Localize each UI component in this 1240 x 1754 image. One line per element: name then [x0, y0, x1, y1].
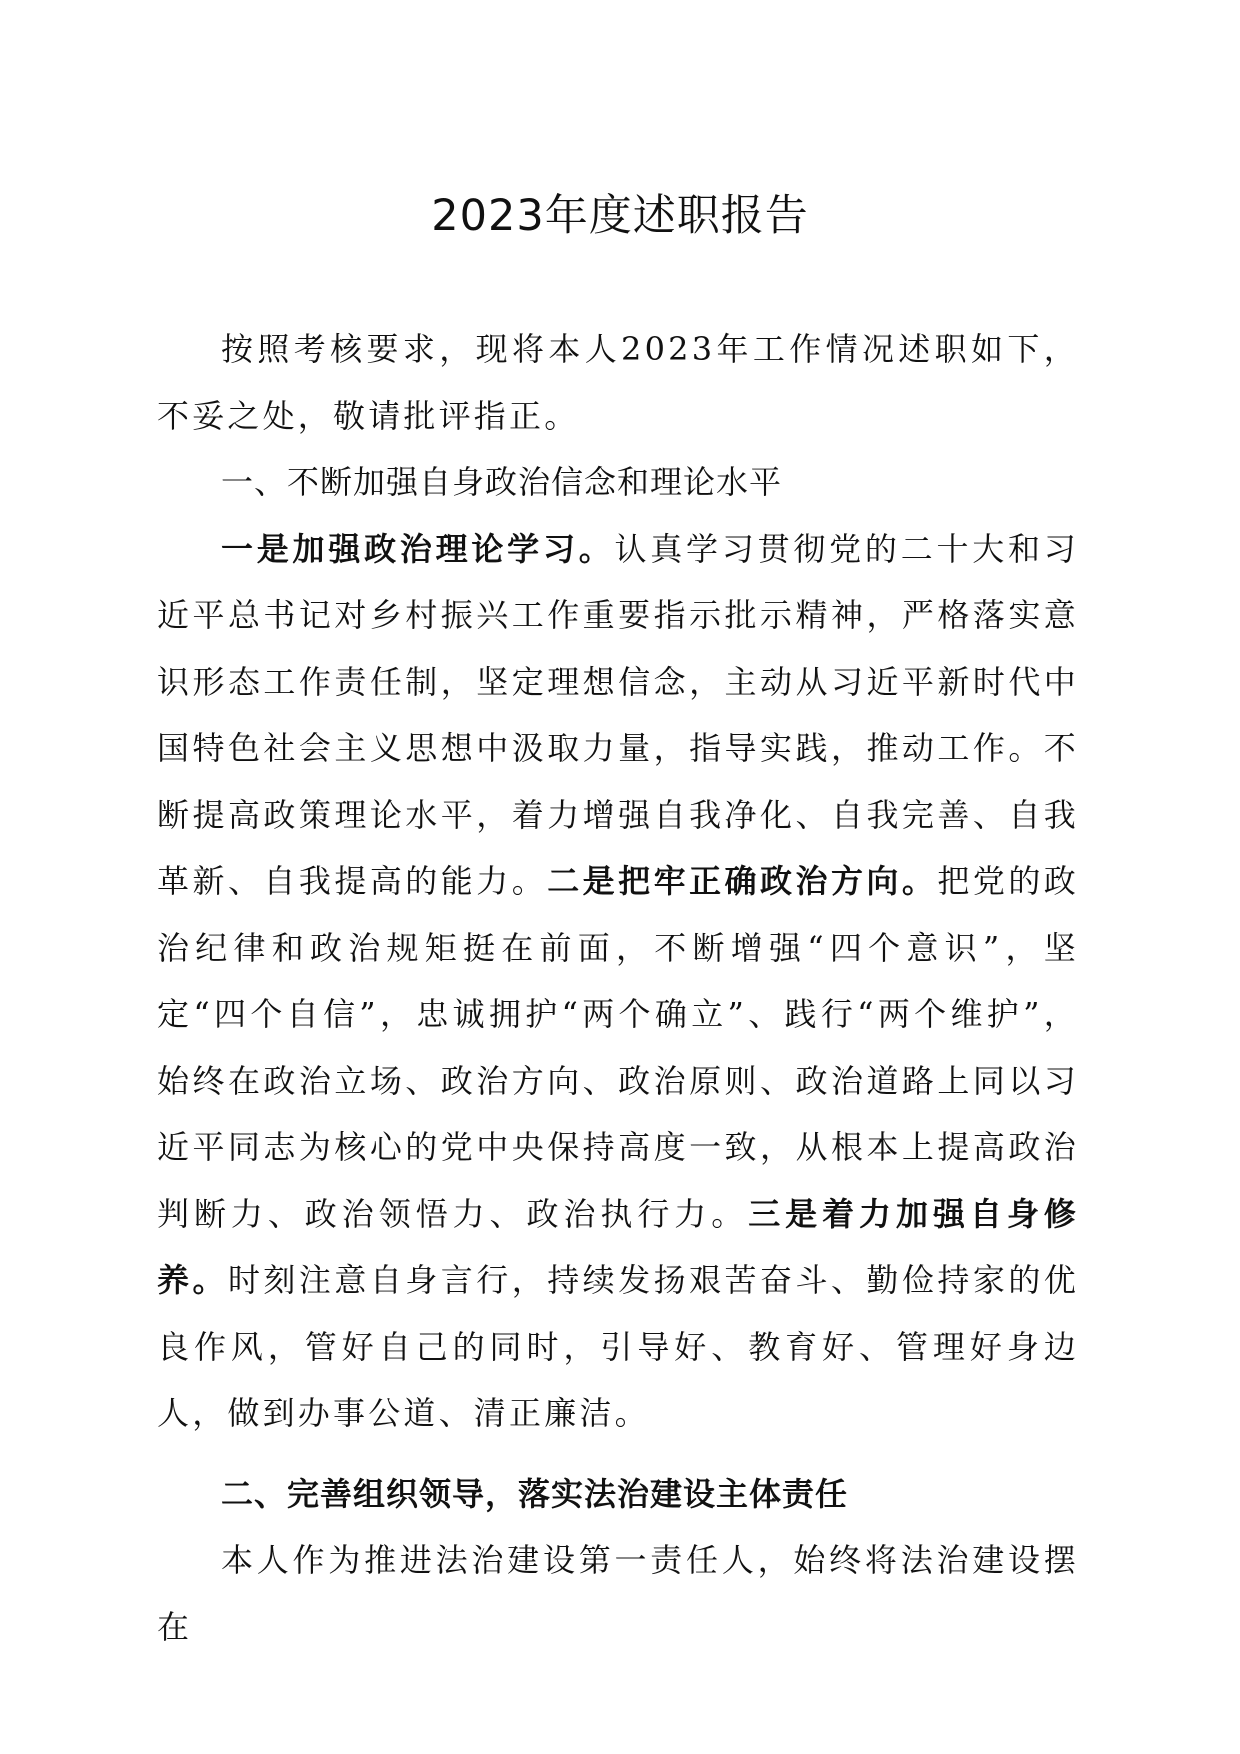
- point-2-lead: 二是把牢正确政治方向。: [547, 862, 938, 900]
- point-3-text: 时刻注意自身言行，持续发扬艰苦奋斗、勤俭持家的优良作风，管好自己的同时，引导好、教育好、管理好身边人，做到办事公道、清正廉洁。: [157, 1261, 1079, 1432]
- section-1-heading: 一、不断加强自身政治信念和理论水平: [221, 463, 783, 501]
- section-2-heading: 二、完善组织领导，落实法治建设主体责任: [221, 1474, 849, 1513]
- intro-paragraph: 按照考核要求，现将本人2023年工作情况述职如下，不妥之处，敬请批评指正。: [157, 330, 1079, 435]
- point-2-text: 把党的政治纪律和政治规矩挺在前面，不断增强“四个意识”，坚定“四个自信”，忠诚拥护“两个确立”、践行“两个维护”，始终在政治立场、政治方向、政治原则、政治道路上同以习近平同志为核心的党中央保持高度一致，从根本上提高政治判断力、政治领悟力、政治执行力。: [157, 862, 1079, 1233]
- section-2-paragraph: 本人作为推进法治建设第一责任人，始终将法治建设摆在: [157, 1541, 1079, 1646]
- document-title: 2023年度述职报告: [431, 191, 809, 241]
- document-body: [157, 316, 1079, 1660]
- section-1-paragraph: [157, 516, 1079, 1447]
- point-3-lead: 三是着力加强自身修养。: [157, 1194, 1079, 1299]
- point-1-lead: 一是加强政治理论学习。: [221, 529, 615, 568]
- point-1-text: 认真学习贯彻党的二十大和习近平总书记对乡村振兴工作重要指示批示精神，严格落实意识形态工作责任制，坚定理想信念，主动从习近平新时代中国特色社会主义思想中汲取力量，指导实践，推动工作。不断提高政策理论水平，着力增强自我净化、自我完善、自我革新、自我提高的能力。: [157, 529, 1079, 900]
